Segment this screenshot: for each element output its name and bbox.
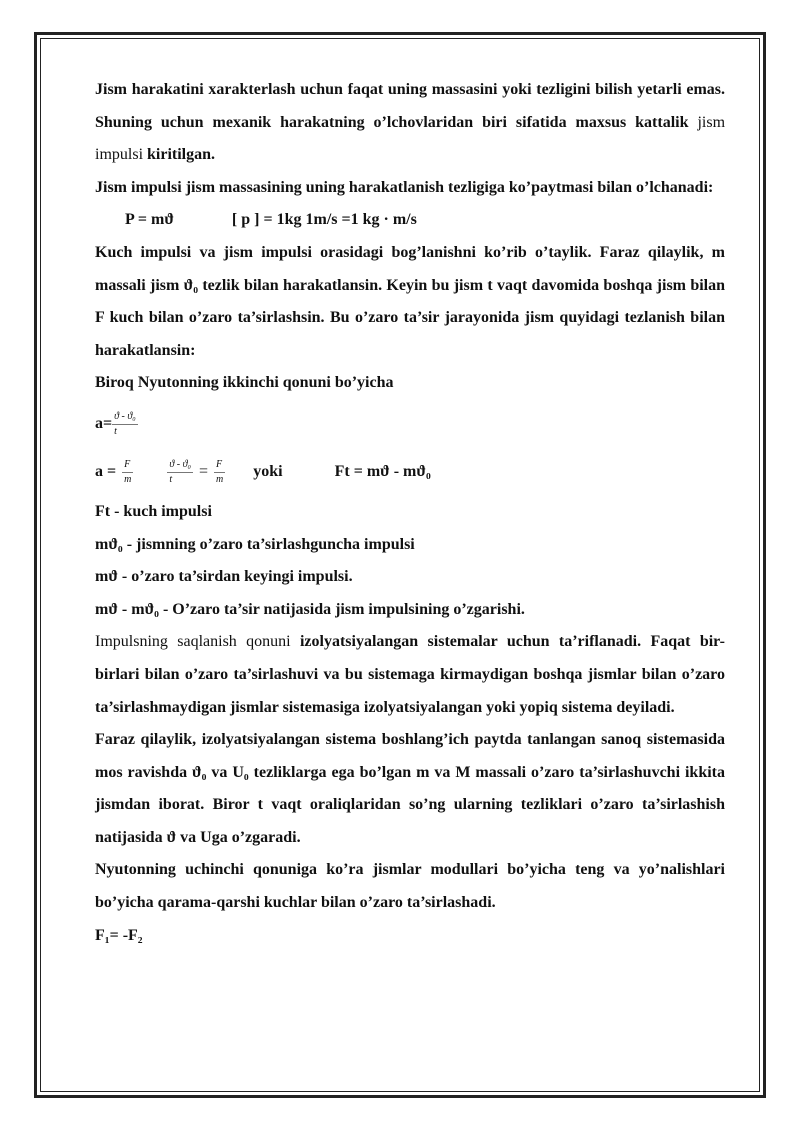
conservation-law-term: Impulsning saqlanish qonuni: [95, 633, 300, 651]
formula-momentum: [95, 204, 725, 237]
fraction-f-over-m: [122, 458, 133, 487]
fraction-denominator: m: [216, 473, 224, 485]
intro-text: Jism harakatini xarakterlash uchun faqat uning massasini yoki tezligini bilish yetarli emas. Shuning uchun mexanik harakatning o’lchovlaridan biri sifatida maxsus kattalik: [95, 81, 725, 131]
fraction-numerator: ϑ - ϑ₀: [112, 410, 138, 425]
formula3-result: Ft = mϑ - mϑ₀: [334, 462, 431, 480]
formula-acceleration-lhs: a=: [95, 414, 113, 432]
fraction-denominator: t: [169, 473, 173, 485]
formula-momentum-units: [ p ] = 1kg 1m/s =1 kg · m/s: [231, 211, 417, 229]
formula-momentum-expr: P = mϑ: [125, 211, 174, 229]
conservation-law-text: izolyatsiyalangan sistemalar uchun ta’riflanadi. Faqat bir-birlari bilan o’zaro ta’sirlashuvi va bu sistemaga kirmaydigan boshqa jismlar bilan o’zaro ta’sirlashmaydigan jismlar sistemasiga izolyatsiyalangan yoki yopiq sistema deyiladi.: [95, 633, 725, 716]
fraction-velocity-change: [167, 458, 193, 487]
formula3-lhs: a =: [95, 462, 117, 480]
paragraph-newton-third: Nyutonning uchinchi qonuniga ko’ra jismlar modullari bo’yicha teng va yo’nalishlari bo’yicha qarama-qarshi kuchlar bilan o’zaro ta’sirlashadi.: [95, 861, 725, 912]
fraction-numerator: F: [214, 458, 225, 473]
fraction-f-over-m-2: [214, 458, 225, 487]
equals-sign: =: [198, 462, 209, 480]
line-impulse-change: mϑ - mϑ₀ - O’zaro ta’sir natijasida jism impulsining o’zgarishi.: [95, 600, 525, 618]
formula-forces: F₁= -F₂: [95, 926, 143, 944]
fraction-acceleration: [112, 410, 138, 439]
paragraph-definition: Jism impulsi jism massasining uning harakatlanish tezligiga ko’paytmasi bilan o’lchanadi:: [95, 178, 714, 196]
formula-impulse-derivation: [95, 448, 725, 496]
paragraph-isolated-system: Faraz qilaylik, izolyatsiyalangan sistema boshlang’ich paytda tanlangan sanoq sistemasida mos ravishda ϑ₀ va U₀ tezliklarga ega bo’lgan m va M massali o’zaro ta’sirlashuvchi ikkita jismdan iborat. Biror t vaqt oraliqlaridan so’ng ularning tezliklari o’zaro ta’sirlashish natijasida ϑ va Uga o’zgaradi.: [95, 731, 725, 846]
paragraph-conservation-law: [95, 626, 725, 724]
line-final-impulse: mϑ - o’zaro ta’sirdan keyingi impulsi.: [95, 568, 353, 586]
formula-acceleration: [95, 400, 725, 448]
document-body: [95, 74, 725, 952]
fraction-denominator: m: [124, 473, 132, 485]
intro-end: kiritilgan.: [147, 146, 216, 164]
fraction-denominator: t: [114, 425, 117, 437]
line-force-impulse: Ft - kuch impulsi: [95, 502, 212, 520]
fraction-numerator: F: [122, 458, 133, 473]
paragraph-force-impulse: Kuch impulsi va jism impulsi orasidagi bog’lanishni ko’rib o’taylik. Faraz qilaylik, m massali jism ϑ₀ tezlik bilan harakatlansin. Keyin bu jism t vaqt davomida boshqa jism bilan F kuch bilan o’zaro ta’sirlashsin. Bu o’zaro ta’sir jarayonida jism quyidagi tezlanish bilan harakatlansin:: [95, 243, 725, 359]
fraction-numerator: ϑ - ϑ₀: [167, 458, 193, 473]
connector-word: yoki: [253, 462, 283, 480]
impulse-term: jism impulsi: [95, 113, 726, 164]
line-initial-impulse: mϑ₀ - jismning o’zaro ta’sirlashguncha impulsi: [95, 535, 415, 553]
paragraph-intro: [95, 74, 725, 172]
paragraph-newton-second: Biroq Nyutonning ikkinchi qonuni bo’yicha: [95, 374, 394, 392]
